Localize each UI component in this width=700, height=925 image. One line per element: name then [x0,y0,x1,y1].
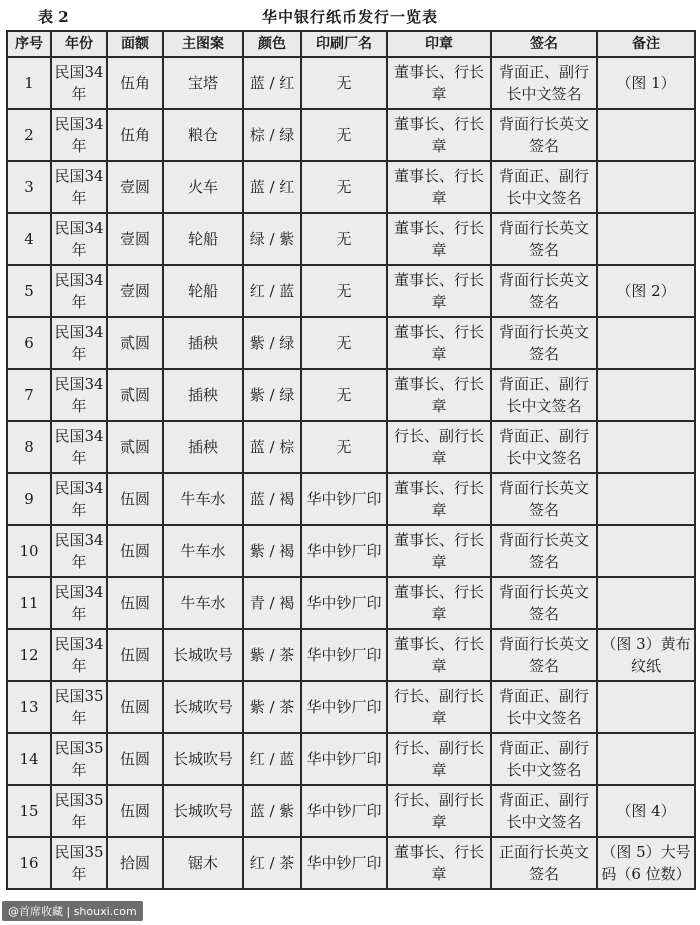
cell-seal: 董事长、行长章 [387,109,491,161]
cell-note [597,161,695,213]
cell-color: 蓝 / 褐 [243,473,301,525]
cell-design: 长城吹号 [163,785,243,837]
cell-index: 5 [7,265,51,317]
cell-signature: 背面行长英文签名 [491,577,597,629]
cell-note [597,421,695,473]
cell-signature: 背面正、副行长中文签名 [491,57,597,109]
cell-year: 民国34年 [51,265,107,317]
cell-denomination: 伍角 [107,57,163,109]
header-cell: 备注 [597,31,695,57]
table-row [7,785,695,837]
table-number: 表 2 [38,8,69,26]
cell-year: 民国34年 [51,109,107,161]
table-row [7,733,695,785]
cell-design: 长城吹号 [163,681,243,733]
cell-printer: 华中钞厂印 [301,629,387,681]
cell-denomination: 伍圆 [107,577,163,629]
cell-signature: 背面正、副行长中文签名 [491,421,597,473]
cell-printer: 华中钞厂印 [301,525,387,577]
cell-printer: 无 [301,109,387,161]
cell-denomination: 伍圆 [107,473,163,525]
table-caption [0,0,700,28]
cell-index: 4 [7,213,51,265]
table-row [7,265,695,317]
cell-seal: 董事长、行长章 [387,57,491,109]
cell-signature: 背面行长英文签名 [491,265,597,317]
cell-color: 蓝 / 红 [243,57,301,109]
cell-design: 轮船 [163,213,243,265]
table-row [7,421,695,473]
table-body [7,57,695,889]
cell-color: 紫 / 茶 [243,681,301,733]
cell-year: 民国34年 [51,473,107,525]
header-cell: 签名 [491,31,597,57]
cell-printer: 华中钞厂印 [301,837,387,889]
watermark: @首席收藏 | shouxi.com [2,901,143,921]
cell-design: 锯木 [163,837,243,889]
cell-year: 民国34年 [51,421,107,473]
cell-note [597,369,695,421]
cell-year: 民国35年 [51,785,107,837]
table-row [7,837,695,889]
cell-signature: 背面行长英文签名 [491,473,597,525]
header-cell: 印刷厂名 [301,31,387,57]
cell-denomination: 伍圆 [107,733,163,785]
table-row [7,473,695,525]
cell-color: 蓝 / 紫 [243,785,301,837]
cell-color: 蓝 / 红 [243,161,301,213]
cell-note: （图 3）黄布纹纸 [597,629,695,681]
cell-seal: 董事长、行长章 [387,161,491,213]
table-row [7,681,695,733]
header-row [7,31,695,57]
cell-year: 民国34年 [51,213,107,265]
cell-design: 粮仓 [163,109,243,161]
cell-index: 15 [7,785,51,837]
cell-year: 民国34年 [51,577,107,629]
table-row [7,109,695,161]
cell-printer: 无 [301,369,387,421]
table-row [7,629,695,681]
cell-note [597,109,695,161]
cell-index: 8 [7,421,51,473]
header-cell: 年份 [51,31,107,57]
cell-color: 红 / 茶 [243,837,301,889]
cell-signature: 背面行长英文签名 [491,109,597,161]
cell-index: 12 [7,629,51,681]
cell-denomination: 壹圆 [107,265,163,317]
cell-color: 棕 / 绿 [243,109,301,161]
cell-seal: 董事长、行长章 [387,629,491,681]
table-title: 华中银行纸币发行一览表 [261,8,438,26]
cell-printer: 无 [301,213,387,265]
cell-signature: 背面正、副行长中文签名 [491,681,597,733]
cell-denomination: 壹圆 [107,213,163,265]
cell-denomination: 伍圆 [107,629,163,681]
cell-year: 民国34年 [51,525,107,577]
cell-printer: 华中钞厂印 [301,681,387,733]
cell-index: 6 [7,317,51,369]
cell-color: 紫 / 绿 [243,317,301,369]
cell-signature: 背面正、副行长中文签名 [491,161,597,213]
cell-design: 牛车水 [163,525,243,577]
header-cell: 主图案 [163,31,243,57]
header-cell: 印章 [387,31,491,57]
cell-design: 长城吹号 [163,733,243,785]
header-cell: 颜色 [243,31,301,57]
cell-design: 插秧 [163,317,243,369]
cell-year: 民国34年 [51,369,107,421]
cell-note: （图 4） [597,785,695,837]
table-row [7,213,695,265]
cell-color: 紫 / 褐 [243,525,301,577]
header-cell: 序号 [7,31,51,57]
cell-signature: 背面正、副行长中文签名 [491,369,597,421]
table-row [7,317,695,369]
cell-note [597,317,695,369]
table-row [7,57,695,109]
cell-seal: 行长、副行长章 [387,421,491,473]
cell-index: 7 [7,369,51,421]
cell-denomination: 伍圆 [107,525,163,577]
cell-index: 1 [7,57,51,109]
cell-denomination: 贰圆 [107,317,163,369]
cell-note [597,473,695,525]
cell-index: 3 [7,161,51,213]
cell-note [597,213,695,265]
cell-year: 民国35年 [51,681,107,733]
cell-design: 插秧 [163,369,243,421]
cell-note [597,525,695,577]
cell-index: 13 [7,681,51,733]
cell-printer: 无 [301,317,387,369]
cell-note: （图 2） [597,265,695,317]
cell-note: （图 1） [597,57,695,109]
cell-index: 11 [7,577,51,629]
cell-color: 红 / 蓝 [243,733,301,785]
cell-color: 绿 / 紫 [243,213,301,265]
cell-signature: 背面行长英文签名 [491,317,597,369]
cell-design: 轮船 [163,265,243,317]
cell-denomination: 贰圆 [107,421,163,473]
cell-printer: 华中钞厂印 [301,733,387,785]
cell-design: 长城吹号 [163,629,243,681]
cell-denomination: 伍圆 [107,785,163,837]
cell-seal: 董事长、行长章 [387,837,491,889]
table-row [7,161,695,213]
table-row [7,577,695,629]
cell-seal: 行长、副行长章 [387,785,491,837]
header-cell: 面额 [107,31,163,57]
cell-index: 14 [7,733,51,785]
cell-seal: 董事长、行长章 [387,265,491,317]
cell-denomination: 伍角 [107,109,163,161]
cell-year: 民国35年 [51,837,107,889]
cell-color: 蓝 / 棕 [243,421,301,473]
cell-year: 民国34年 [51,629,107,681]
cell-note [597,681,695,733]
cell-index: 2 [7,109,51,161]
cell-denomination: 伍圆 [107,681,163,733]
cell-design: 宝塔 [163,57,243,109]
table-row [7,369,695,421]
cell-year: 民国35年 [51,733,107,785]
cell-signature: 背面行长英文签名 [491,525,597,577]
cell-signature: 背面正、副行长中文签名 [491,733,597,785]
cell-design: 牛车水 [163,577,243,629]
cell-index: 16 [7,837,51,889]
cell-signature: 背面正、副行长中文签名 [491,785,597,837]
cell-denomination: 拾圆 [107,837,163,889]
cell-color: 紫 / 茶 [243,629,301,681]
cell-seal: 董事长、行长章 [387,317,491,369]
cell-note [597,577,695,629]
cell-seal: 行长、副行长章 [387,681,491,733]
cell-design: 牛车水 [163,473,243,525]
cell-printer: 华中钞厂印 [301,473,387,525]
cell-seal: 董事长、行长章 [387,213,491,265]
cell-printer: 无 [301,57,387,109]
cell-seal: 董事长、行长章 [387,369,491,421]
cell-seal: 董事长、行长章 [387,473,491,525]
cell-denomination: 壹圆 [107,161,163,213]
cell-color: 紫 / 绿 [243,369,301,421]
cell-printer: 华中钞厂印 [301,785,387,837]
cell-signature: 正面行长英文签名 [491,837,597,889]
cell-index: 9 [7,473,51,525]
table-row [7,525,695,577]
cell-printer: 无 [301,421,387,473]
cell-printer: 无 [301,265,387,317]
cell-denomination: 贰圆 [107,369,163,421]
cell-note: （图 5）大号码（6 位数） [597,837,695,889]
cell-signature: 背面行长英文签名 [491,213,597,265]
cell-year: 民国34年 [51,57,107,109]
cell-design: 插秧 [163,421,243,473]
cell-printer: 华中钞厂印 [301,577,387,629]
cell-printer: 无 [301,161,387,213]
cell-color: 红 / 蓝 [243,265,301,317]
cell-seal: 董事长、行长章 [387,577,491,629]
cell-color: 青 / 褐 [243,577,301,629]
cell-year: 民国34年 [51,317,107,369]
cell-design: 火车 [163,161,243,213]
cell-seal: 行长、副行长章 [387,733,491,785]
banknote-table [6,30,696,890]
cell-signature: 背面行长英文签名 [491,629,597,681]
cell-seal: 董事长、行长章 [387,525,491,577]
cell-index: 10 [7,525,51,577]
cell-note [597,733,695,785]
cell-year: 民国34年 [51,161,107,213]
